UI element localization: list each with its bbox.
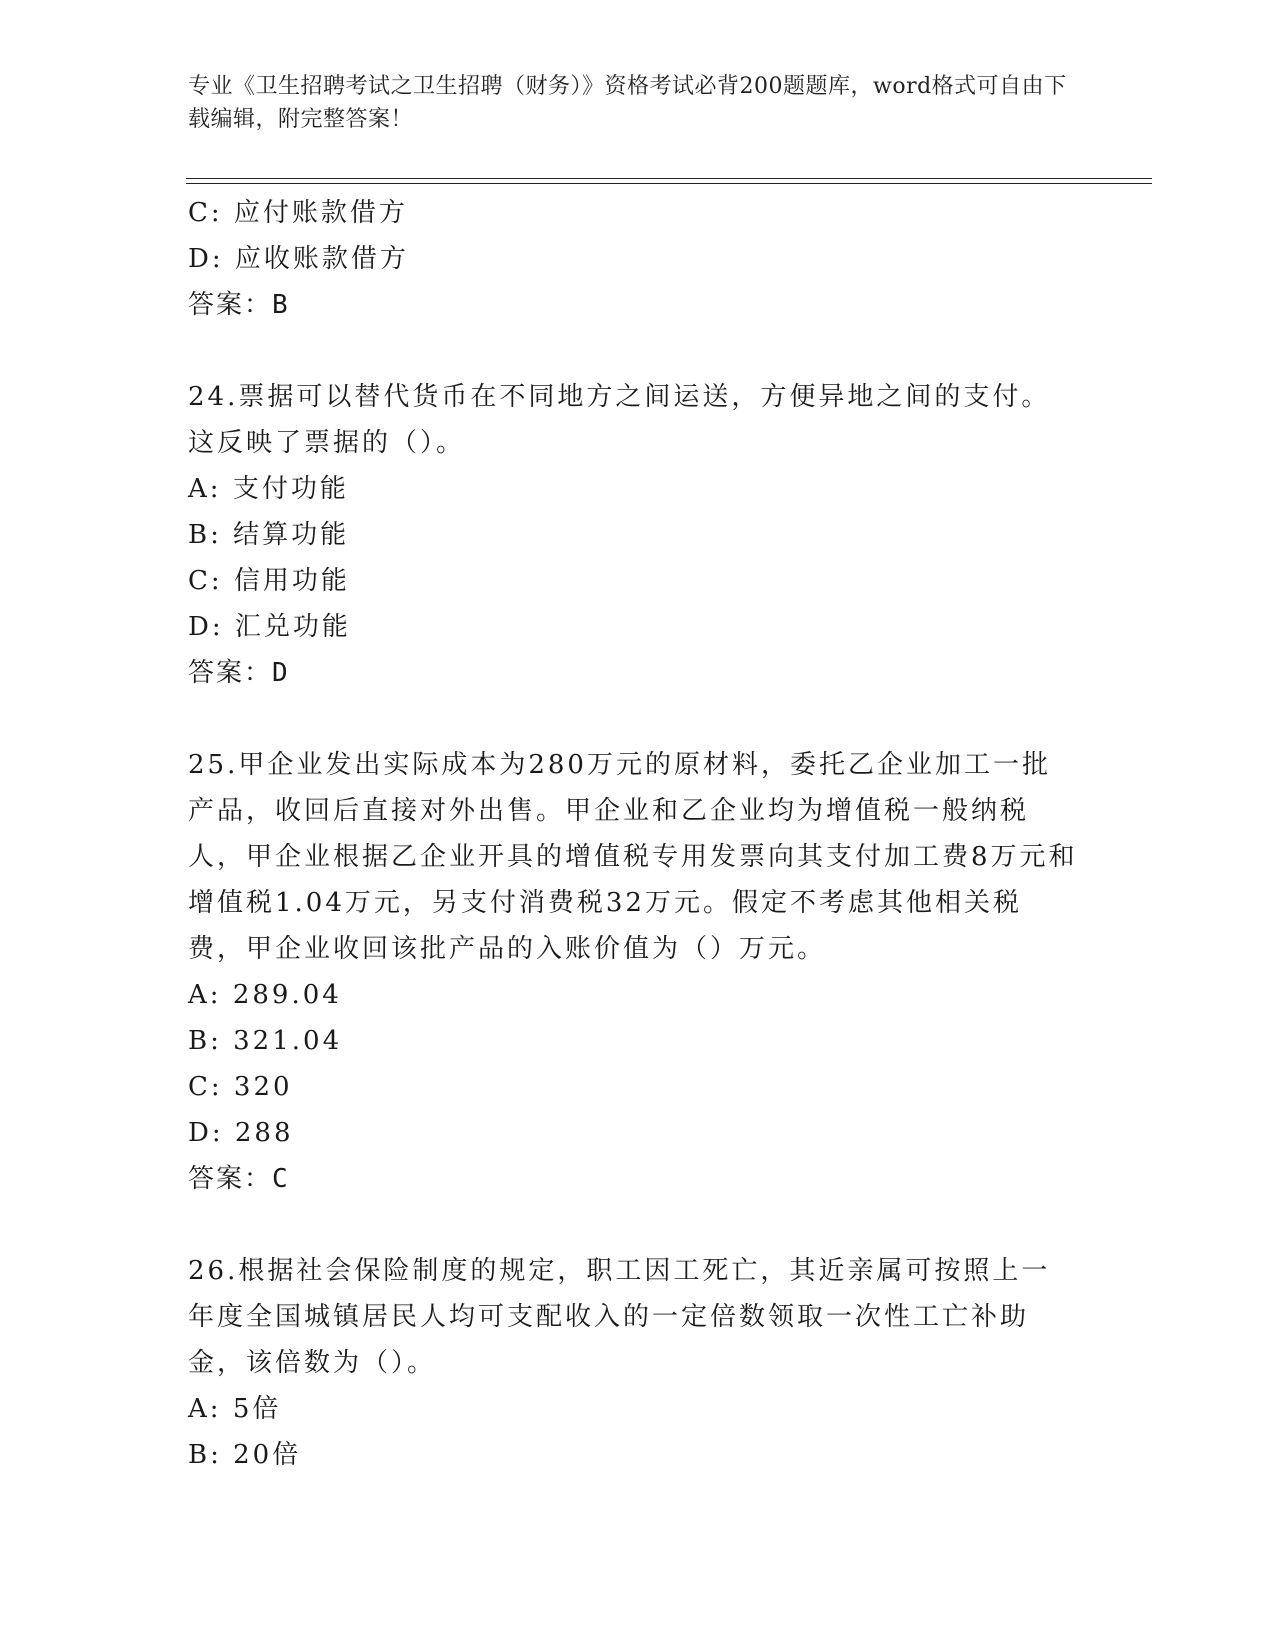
option-d: D: 汇兑功能 <box>188 612 351 642</box>
answer-line: 答案：D <box>188 658 290 688</box>
question-stem: 25.甲企业发出实际成本为280万元的原材料，委托乙企业加工一批产品，收回后直接对外出售。甲企业和乙企业均为增值税一般纳税人，甲企业根据乙企业开具的增值税专用发票向其支付加工费8万元和增值税1.04万元，另支付消费税32万元。假定不考虑其他相关税费，甲企业收回该批产品的入账价值为（）万元。 <box>188 750 1078 964</box>
header-rule-bottom <box>186 183 1152 184</box>
spacer <box>188 1202 1088 1248</box>
question-stem: 26.根据社会保险制度的规定，职工因工死亡，其近亲属可按照上一年度全国城镇居民人均可支配收入的一定倍数领取一次性工亡补助金，该倍数为（）。 <box>188 1256 1051 1378</box>
option-a: A: 支付功能 <box>188 474 349 504</box>
spacer <box>188 696 1088 742</box>
option-a: A: 5倍 <box>188 1394 282 1424</box>
header-rule-top <box>186 178 1152 179</box>
option-c: C: 信用功能 <box>188 566 350 596</box>
option-a: A: 289.04 <box>188 980 342 1010</box>
answer-line: 答案：B <box>188 290 290 320</box>
option-c: C: 应付账款借方 <box>188 198 408 228</box>
question-stem: 24.票据可以替代货币在不同地方之间运送，方便异地之间的支付。这反映了票据的（）。 <box>188 382 1051 458</box>
option-b: B: 321.04 <box>188 1026 343 1056</box>
option-b: B: 20倍 <box>188 1440 302 1470</box>
spacer <box>188 328 1088 374</box>
option-d: D: 应收账款借方 <box>188 244 409 274</box>
option-d: D: 288 <box>188 1118 294 1148</box>
question-content <box>188 190 1088 1478</box>
answer-line: 答案：C <box>188 1164 290 1194</box>
page-header: 专业《卫生招聘考试之卫生招聘（财务）》资格考试必背200题题库，word格式可自由下载编辑，附完整答案！ <box>188 74 1067 132</box>
option-b: B: 结算功能 <box>188 520 350 550</box>
option-c: C: 320 <box>188 1072 293 1102</box>
